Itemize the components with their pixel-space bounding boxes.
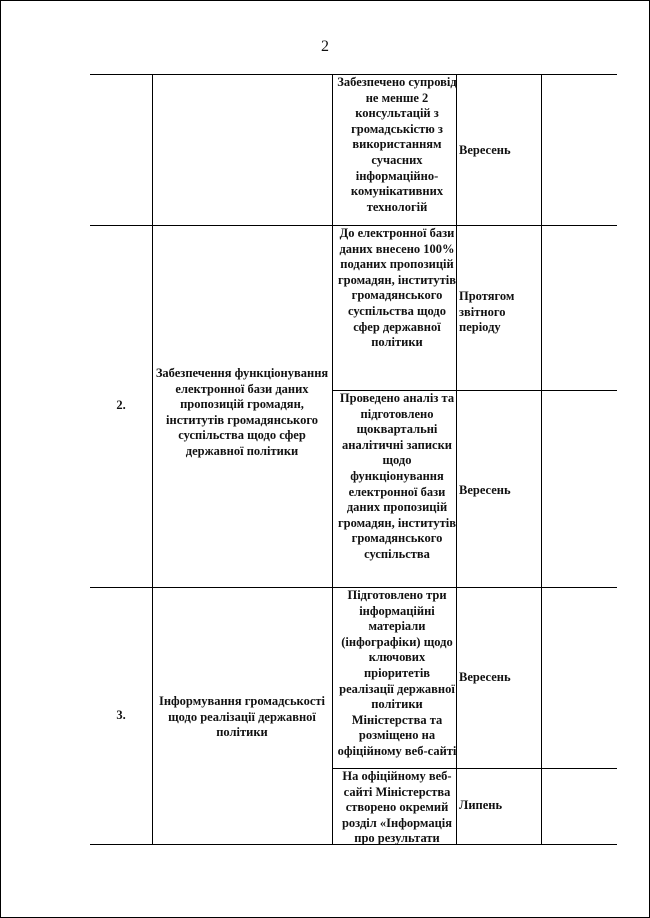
result-cell: Забезпечено супровід не менше 2 консультацій з громадськістю з використанням сучасних інформаційно-комунікативних технологій: [337, 75, 457, 214]
row-number: 3.: [116, 708, 126, 722]
row-number: 2.: [116, 398, 126, 412]
column-divider: [541, 74, 542, 845]
result-cell: Проведено аналіз та підготовлено щоквартальні аналітичні записки щодо функціонування електронної бази даних пропозицій громадян, інститутів громадянського суспільства: [337, 391, 456, 561]
term-cell: Вересень: [459, 670, 511, 684]
term-cell: Вересень: [459, 143, 511, 157]
page-number: 2: [321, 38, 329, 55]
result-cell: Підготовлено три інформаційні матеріали (інфографіки) щодо ключових пріоритетів реалізації державної політики Міністерства та розміщено на офіційному веб-сайті: [337, 588, 457, 758]
measure-name: Забезпечення функціонування електронної бази даних пропозицій громадян, інститутів громадянського суспільства щодо сфер державної політики: [155, 366, 329, 458]
column-divider: [332, 74, 333, 845]
measure-name: Інформування громадськості щодо реалізації державної політики: [158, 694, 326, 740]
result-cell: На офіційному веб-сайті Міністерства створено окремий розділ «Інформація про результати: [341, 769, 453, 846]
term-cell: Вересень: [459, 483, 511, 497]
term-cell: Липень: [459, 798, 503, 812]
result-cell: До електронної бази даних внесено 100% поданих пропозицій громадян, інститутів громадянського суспільства щодо сфер державної політики: [337, 226, 456, 350]
term-cell: Протягом звітного періоду: [459, 289, 515, 335]
